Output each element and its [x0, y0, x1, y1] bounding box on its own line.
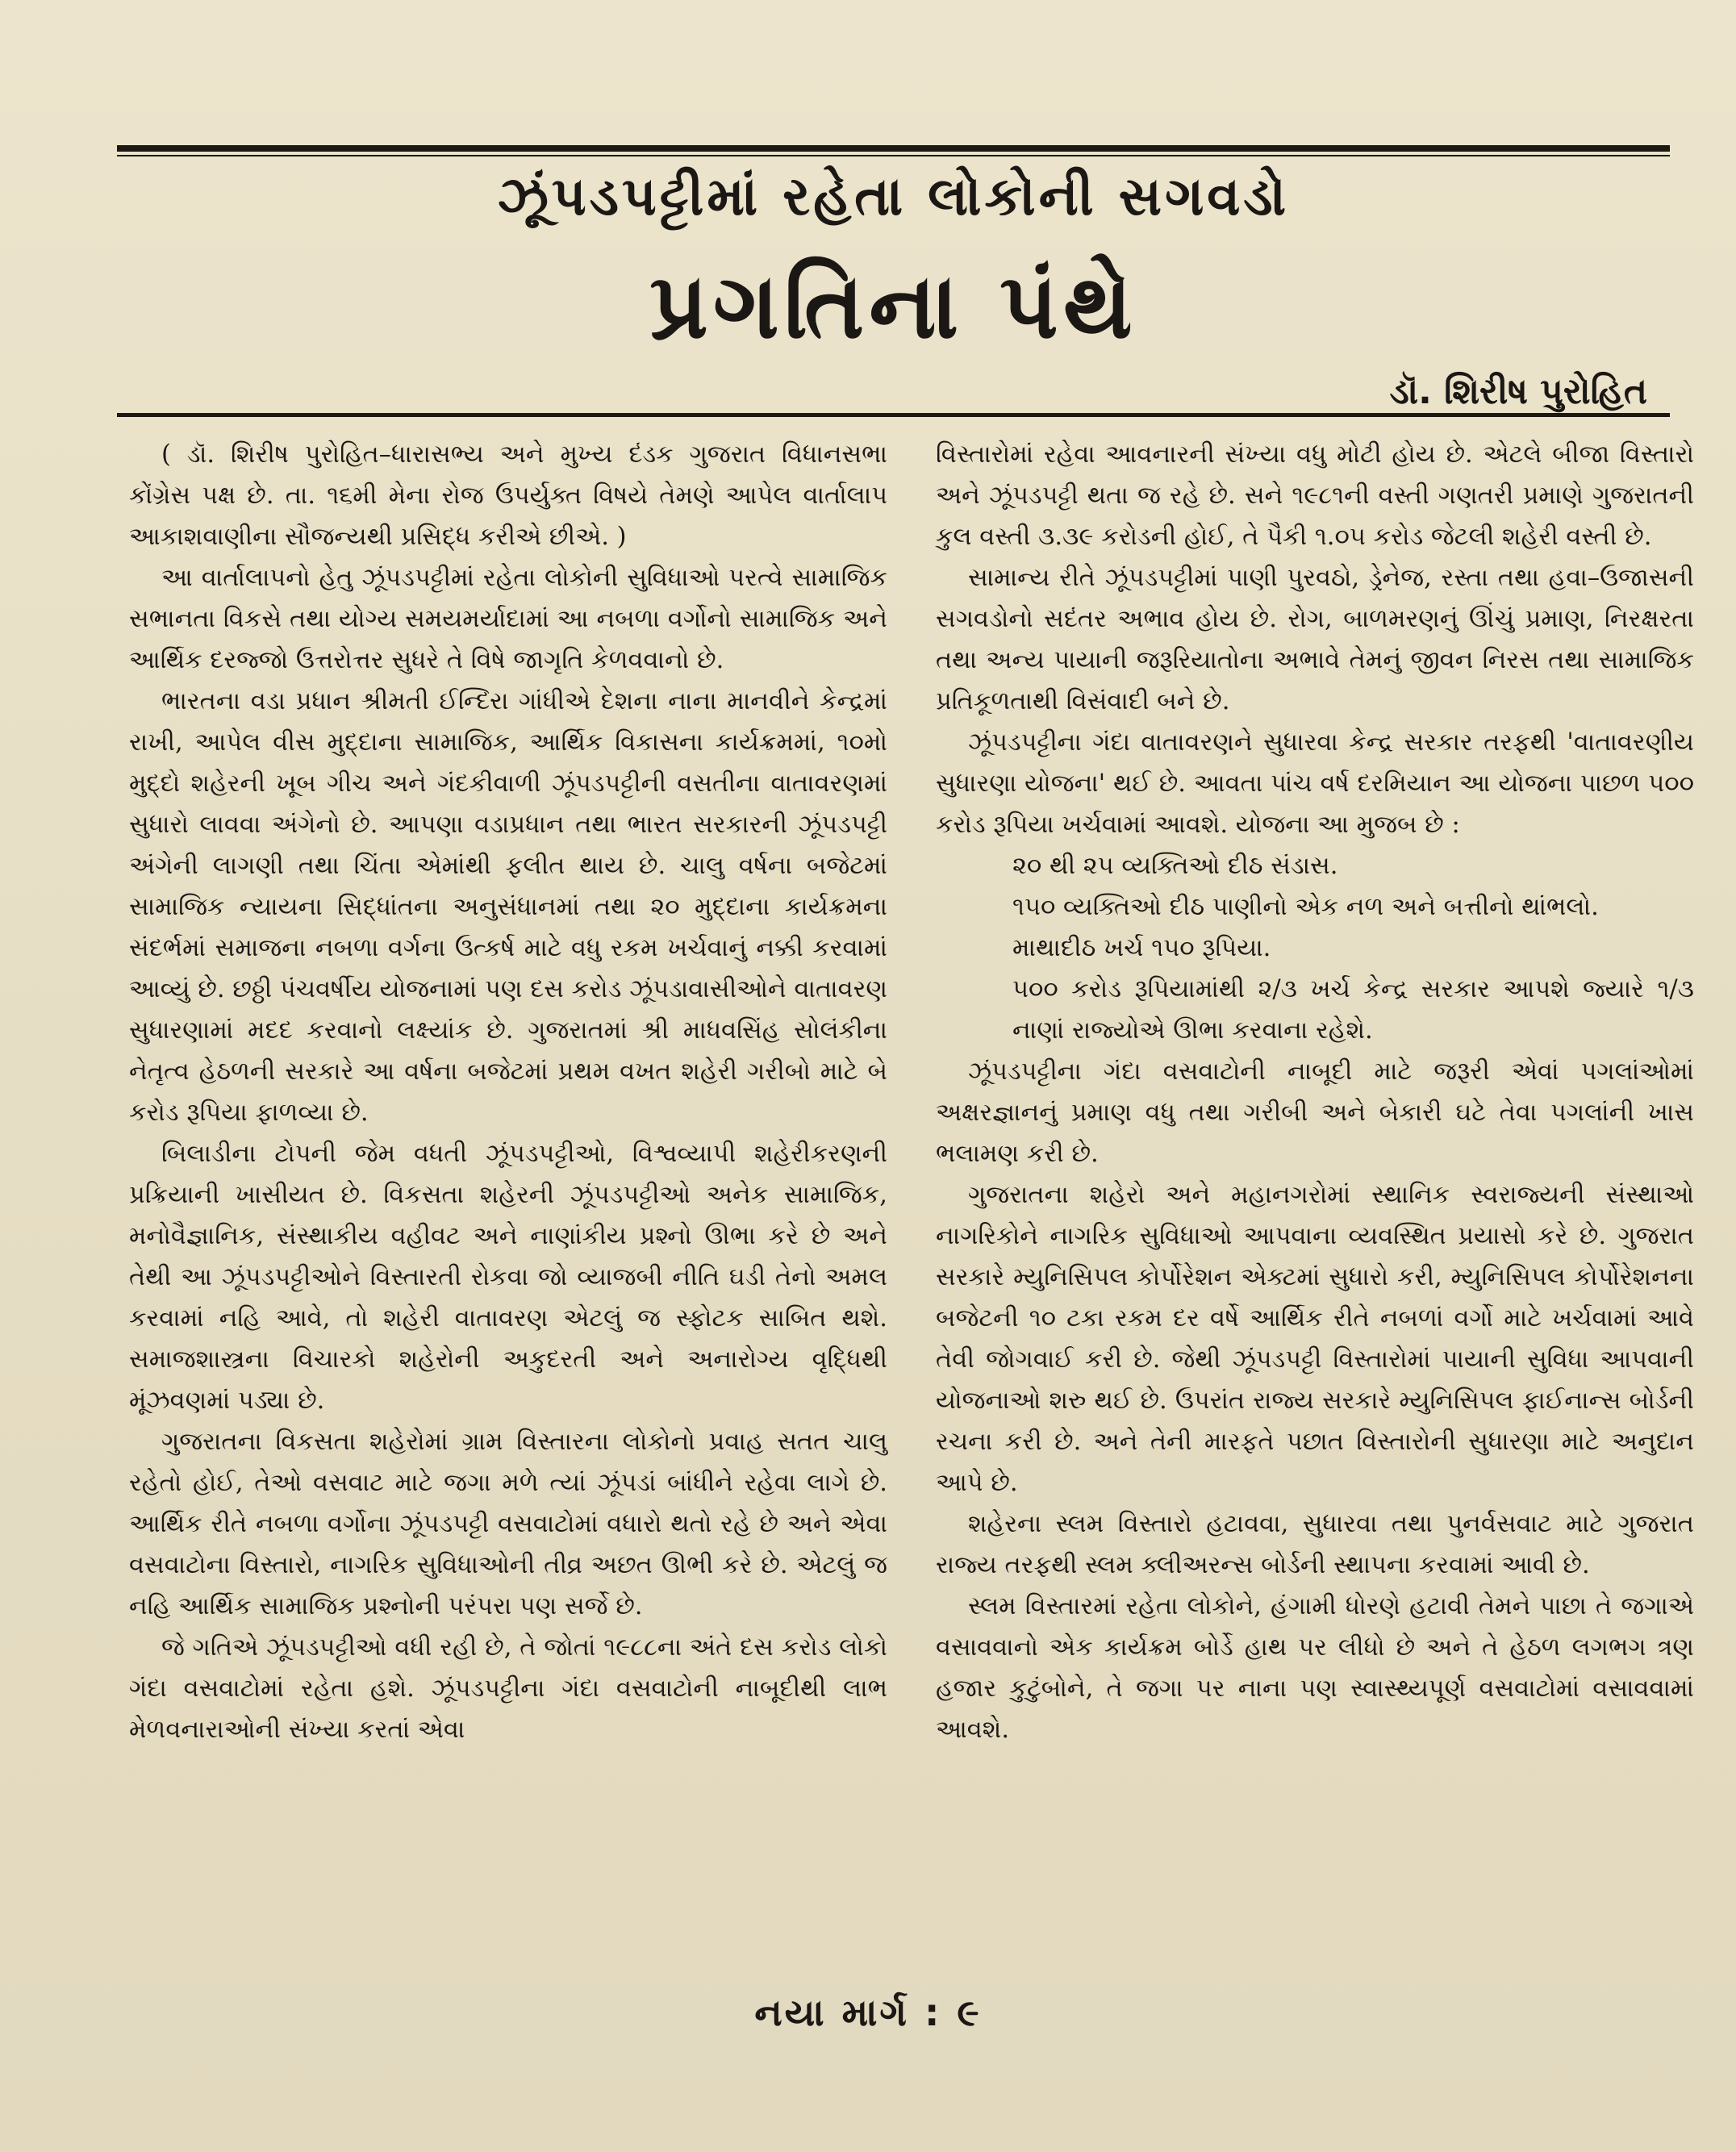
paragraph: બિલાડીના ટોપની જેમ વધતી ઝૂંપડપટ્ટીઓ, વિશ્વવ્યાપી શહેરીકરણની પ્રક્રિયાની ખાસીયત છે. વિકસતા શહેરની ઝૂંપડપટ્ટીઓ અનેક સામાજિક, મનોવૈજ્ઞાનિક, સંસ્થાકીય વહીવટ અને નાણાંકીય પ્રશ્નો ઊભા કરે છે અને તેથી આ ઝૂંપડપટ્ટીઓને વિસ્તારતી રોકવા જો વ્યાજબી નીતિ ઘડી તેનો અમલ કરવામાં નહિ આવે, તો શહેરી વાતાવરણ એટલું જ સ્ફોટક સાબિત થશે. સમાજશાસ્ત્રના વિચારકો શહેરોની અકુદરતી અને અનારોગ્ય વૃદ્ધિથી મૂંઝવણમાં પડ્યા છે.: [129, 1140, 887, 1415]
top-rule: [117, 145, 1670, 152]
header-rule: [117, 413, 1670, 417]
paragraph: ગુજરાતના વિકસતા શહેરોમાં ગ્રામ વિસ્તારના લોકોનો પ્રવાહ સતત ચાલુ રહેતો હોઈ, તેઓ વસવાટ માટે જગા મળે ત્યાં ઝૂંપડાં બાંધીને રહેવા લાગે છે. આર્થિક રીતે નબળા વર્ગોના ઝૂંપડપટ્ટી વસવાટોમાં વધારો થતો રહે છે અને એવા વસવાટોના વિસ્તારો, નાગરિક સુવિધાઓની તીવ્ર અછત ઊભી કરે છે. એટલું જ નહિ આર્થિક સામાજિક પ્રશ્નોની પરંપરા પણ સર્જે છે.: [129, 1428, 887, 1620]
paragraph: વિસ્તારોમાં રહેવા આવનારની સંખ્યા વધુ મોટી હોય છે. એટલે બીજા વિસ્તારો અને ઝૂંપડપટ્ટી થતા જ રહે છે. સને ૧૯૮૧ની વસ્તી ગણતરી પ્રમાણે ગુજરાતની કુલ વસ્તી ૩.૩૯ કરોડની હોઈ, તે પૈકી ૧.૦૫ કરોડ જેટલી શહેરી વસ્તી છે.: [936, 440, 1694, 551]
paragraph: સ્લમ વિસ્તારમાં રહેતા લોકોને, હંગામી ધોરણે હટાવી તેમને પાછા તે જગાએ વસાવવાનો એક કાર્યક્રમ બોર્ડે હાથ પર લીધો છે અને તે હેઠળ લગભગ ત્રણ હજાર કુટુંબોને, તે જગા પર નાના પણ સ્વાસ્થ્યપૂર્ણ વસવાટોમાં વસાવવામાં આવશે.: [936, 1592, 1694, 1744]
scheme-item: ૫૦૦ કરોડ રૂપિયામાંથી ૨/૩ ખર્ચ કેન્દ્ર સરકાર આપશે જ્યારે ૧/૩ નાણાં રાજ્યોએ ઊભા કરવાના રહેશે.: [1012, 975, 1694, 1045]
right-column: [936, 434, 1694, 1750]
article-headline: પ્રગતિના પંથે: [649, 254, 1137, 359]
paragraph: ઝૂંપડપટ્ટીના ગંદા વસવાટોની નાબૂદી માટે જરૂરી એવાં પગલાંઓમાં અક્ષરજ્ઞાનનું પ્રમાણ વધુ તથા ગરીબી અને બેકારી ઘટે તેવા પગલાંની ખાસ ભલામણ કરી છે.: [936, 1057, 1694, 1168]
page-footer: નયા માર્ગ : ૯: [754, 1991, 982, 2034]
paragraph: ભારતના વડા પ્રધાન શ્રીમતી ઈન્દિરા ગાંધીએ દેશના નાના માનવીને કેન્દ્રમાં રાખી, આપેલ વીસ મુદ્દાના સામાજિક, આર્થિક વિકાસના કાર્યક્રમમાં, ૧૦મો મુદ્દો શહેરની ખૂબ ગીચ અને ગંદકીવાળી ઝૂંપડપટ્ટીની વસતીના વાતાવરણમાં સુધારો લાવવા અંગેનો છે. આપણા વડાપ્રધાન તથા ભારત સરકારની ઝૂંપડપટ્ટી અંગેની લાગણી તથા ચિંતા એમાંથી ફલીત થાય છે. ચાલુ વર્ષના બજેટમાં સામાજિક ન્યાયના સિદ્ધાંતના અનુસંધાનમાં તથા ૨૦ મુદ્દાના કાર્યક્રમના સંદર્ભમાં સમાજના નબળા વર્ગના ઉત્કર્ષ માટે વધુ રકમ ખર્ચવાનું નક્કી કરવામાં આવ્યું છે. છઠ્ઠી પંચવર્ષીય યોજનામાં પણ દસ કરોડ ઝૂંપડાવાસીઓને વાતાવરણ સુધારણામાં મદદ કરવાનો લક્ષ્યાંક છે. ગુજરાતમાં શ્રી માધવસિંહ સોલંકીના નેતૃત્વ હેઠળની સરકારે આ વર્ષના બજેટમાં પ્રથમ વખત શહેરી ગરીબો માટે બે કરોડ રૂપિયા ફાળવ્યા છે.: [129, 687, 887, 1127]
scheme-item: માથાદીઠ ખર્ચ ૧૫૦ રૂપિયા.: [1012, 934, 1271, 962]
paragraph: શહેરના સ્લમ વિસ્તારો હટાવવા, સુધારવા તથા પુનર્વસવાટ માટે ગુજરાત રાજ્ય તરફથી સ્લમ ક્લીઅરન્સ બોર્ડની સ્થાપના કરવામાં આવી છે.: [936, 1510, 1694, 1579]
scheme-item: ૨૦ થી ૨૫ વ્યક્તિઓ દીઠ સંડાસ.: [1012, 852, 1338, 880]
paragraph: ગુજરાતના શહેરો અને મહાનગરોમાં સ્થાનિક સ્વરાજ્યની સંસ્થાઓ નાગરિકોને નાગરિક સુવિધાઓ આપવાના વ્યવસ્થિત પ્રયાસો કરે છે. ગુજરાત સરકારે મ્યુનિસિપલ કોર્પોરેશન એક્ટમાં સુધારો કરી, મ્યુનિસિપલ કોર્પોરેશનના બજેટની ૧૦ ટકા રકમ દર વર્ષે આર્થિક રીતે નબળાં વર્ગો માટે ખર્ચવામાં આવે તેવી જોગવાઈ કરી છે. જેથી ઝૂંપડપટ્ટી વિસ્તારોમાં પાયાની સુવિધા આપવાની યોજનાઓ શરુ થઈ છે. ઉપરાંત રાજ્ય સરકારે મ્યુનિસિપલ ફાઈનાન્સ બોર્ડની રચના કરી છે. અને તેની મારફતે પછાત વિસ્તારોની સુધારણા માટે અનુદાન આપે છે.: [936, 1181, 1694, 1497]
paragraph: સામાન્ય રીતે ઝૂંપડપટ્ટીમાં પાણી પુરવઠો, ડ્રેનેજ, રસ્તા તથા હવા–ઉજાસની સગવડોનો સદંતર અભાવ હોય છે. રોગ, બાળમરણનું ઊંચું પ્રમાણ, નિરક્ષરતા તથા અન્ય પાયાની જરૂરિયાતોના અભાવે તેમનું જીવન નિરસ તથા સામાજિક પ્રતિકૂળતાથી વિસંવાદી બને છે.: [936, 564, 1694, 715]
top-rule-thin: [117, 155, 1670, 156]
left-column: [129, 434, 887, 1750]
intro-note: ( ડૉ. શિરીષ પુરોહિત–ધારાસભ્ય અને મુખ્ય દંડક ગુજરાત વિધાનસભા કોંગ્રેસ પક્ષ છે. તા. ૧૬મી મેના રોજ ઉપર્યુક્ત વિષયે તેમણે આપેલ વાર્તાલાપ આકાશવાણીના સૌજન્યથી પ્રસિદ્ધ કરીએ છીએ. ): [129, 440, 887, 551]
paragraph: આ વાર્તાલાપનો હેતુ ઝૂંપડપટ્ટીમાં રહેતા લોકોની સુવિધાઓ પરત્વે સામાજિક સભાનતા વિકસે તથા યોગ્ય સમયમર્યાદામાં આ નબળા વર્ગોનો સામાજિક અને આર્થિક દરજ્જો ઉત્તરોત્તર સુધરે તે વિષે જાગૃતિ કેળવવાનો છે.: [129, 564, 887, 674]
paragraph: જે ગતિએ ઝૂંપડપટ્ટીઓ વધી રહી છે, તે જોતાં ૧૯૮૮ના અંતે દસ કરોડ લોકો ગંદા વસવાટોમાં રહેતા હશે. ઝૂંપડપટ્ટીના ગંદા વસવાટોની નાબૂદીથી લાભ મેળવનારાઓની સંખ્યા કરતાં એવા: [129, 1633, 887, 1744]
paragraph: ઝૂંપડપટ્ટીના ગંદા વાતાવરણને સુધારવા કેન્દ્ર સરકાર તરફથી 'વાતાવરણીય સુધારણા યોજના' થઈ છે. આવતા પાંચ વર્ષ દરમિયાન આ યોજના પાછળ ૫૦૦ કરોડ રૂપિયા ખર્ચવામાં આવશે. યોજના આ મુજબ છે :: [936, 728, 1694, 839]
article-byline: ડૉ. શિરીષ પુરોહિત: [1389, 371, 1647, 412]
article-kicker: ઝૂંપડપટ્ટીમાં રહેતા લોકોની સગવડો: [497, 165, 1290, 227]
scheme-item: ૧૫૦ વ્યક્તિઓ દીઠ પાણીનો એક નળ અને બત્તીનો થાંભલો.: [1012, 893, 1599, 921]
